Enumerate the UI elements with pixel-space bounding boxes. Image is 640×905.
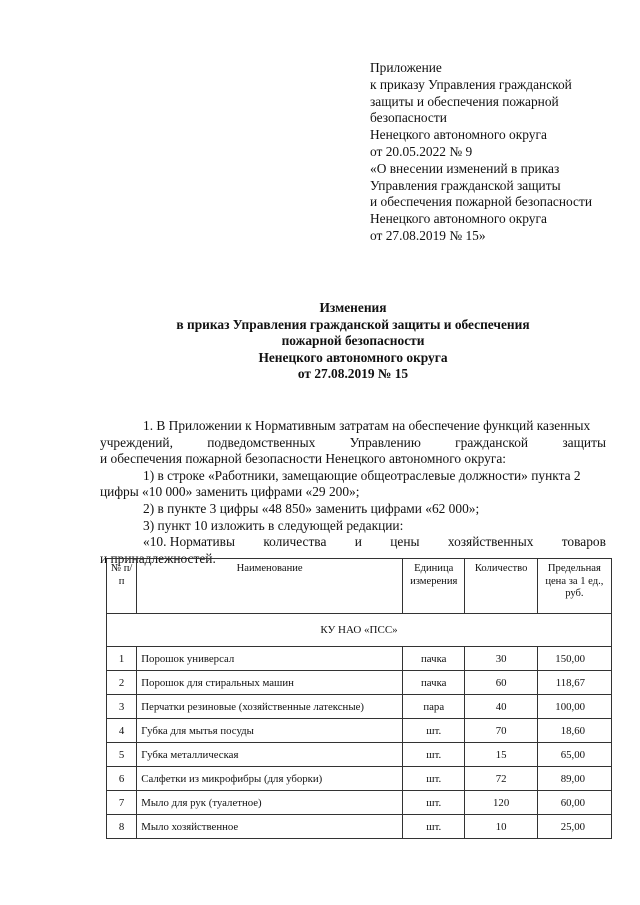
table-row	[107, 671, 612, 695]
row-unit: шт.	[403, 719, 465, 743]
appendix-line: Приложение	[370, 60, 442, 75]
paragraph-5-line-1	[100, 534, 606, 551]
row-qty: 10	[465, 815, 537, 839]
word: хозяйственных	[447, 534, 534, 550]
table-row	[107, 791, 612, 815]
row-name: Порошок для стиральных машин	[137, 671, 403, 695]
header-num: № п/п	[107, 559, 137, 614]
row-price: 118,67	[537, 671, 611, 695]
row-name: Салфетки из микрофибры (для уборки)	[137, 767, 403, 791]
paragraph-1-line-2	[100, 435, 606, 452]
table-section-row	[107, 614, 612, 647]
word: Управлению	[349, 434, 421, 450]
word: товаров	[561, 534, 606, 550]
table-row	[107, 695, 612, 719]
paragraph-3: 2) в пункте 3 цифры «48 850» заменить цифрами «62 000»;	[143, 500, 480, 516]
row-num: 4	[107, 719, 137, 743]
table-row	[107, 719, 612, 743]
row-name: Мыло для рук (туалетное)	[137, 791, 403, 815]
title-line: в приказ Управления гражданской защиты и обеспечения	[176, 316, 530, 332]
row-qty: 70	[465, 719, 537, 743]
appendix-line: к приказу Управления гражданской	[370, 76, 572, 92]
appendix-line: «О внесении изменений в приказ	[370, 160, 560, 176]
row-num: 5	[107, 743, 137, 767]
row-name: Губка для мытья посуды	[137, 719, 403, 743]
row-num: 1	[107, 647, 137, 671]
paragraph-2-line-2: цифры «10 000» заменить цифрами «29 200»;	[100, 484, 360, 500]
row-name: Перчатки резиновые (хозяйственные латексные)	[137, 695, 403, 719]
title-line: от 27.08.2019 № 15	[297, 366, 409, 382]
table-header-row	[107, 559, 612, 614]
header-qty: Количество	[465, 559, 537, 614]
row-unit: шт.	[403, 815, 465, 839]
row-price: 100,00	[537, 695, 611, 719]
row-price: 65,00	[537, 743, 611, 767]
appendix-line: Управления гражданской защиты	[370, 177, 561, 193]
row-price: 60,00	[537, 791, 611, 815]
row-name: Губка металлическая	[137, 743, 403, 767]
row-name: Порошок универсал	[137, 647, 403, 671]
title-line: пожарной безопасности	[281, 333, 425, 349]
table-row	[107, 647, 612, 671]
paragraph-1-line-1: 1. В Приложении к Нормативным затратам на обеспечение функций казенных	[143, 418, 591, 433]
paragraph-4: 3) пункт 10 изложить в следующей редакции:	[143, 517, 404, 533]
row-qty: 40	[465, 695, 537, 719]
row-unit: пара	[403, 695, 465, 719]
word: подведомственных	[207, 434, 316, 450]
appendix-line: от 27.08.2019 № 15»	[370, 227, 486, 243]
norms-table-wrapper	[106, 558, 612, 839]
table-row	[107, 743, 612, 767]
row-num: 6	[107, 767, 137, 791]
paragraph-1-line-3: и обеспечения пожарной безопасности Ненецкого автономного округа:	[100, 451, 506, 467]
appendix-line: защиты и обеспечения пожарной	[370, 93, 559, 109]
row-unit: шт.	[403, 791, 465, 815]
table-row	[107, 815, 612, 839]
section-title: КУ НАО «ПСС»	[107, 614, 612, 647]
row-qty: 60	[465, 671, 537, 695]
row-num: 8	[107, 815, 137, 839]
appendix-line: безопасности	[370, 110, 447, 126]
title-line: Изменения	[319, 300, 387, 315]
header-unit: Единица измерения	[403, 559, 465, 614]
word: защиты	[562, 434, 606, 450]
word: количества	[263, 534, 327, 550]
row-num: 2	[107, 671, 137, 695]
word: учреждений,	[100, 434, 173, 450]
document-title	[100, 300, 606, 383]
row-num: 3	[107, 695, 137, 719]
row-qty: 30	[465, 647, 537, 671]
row-unit: пачка	[403, 671, 465, 695]
row-num: 7	[107, 791, 137, 815]
row-qty: 72	[465, 767, 537, 791]
word: и	[354, 534, 362, 550]
appendix-line: Ненецкого автономного округа	[370, 127, 547, 143]
appendix-line: Ненецкого автономного округа	[370, 211, 547, 227]
row-price: 18,60	[537, 719, 611, 743]
word: гражданской	[455, 434, 529, 450]
paragraph-5-line-2: и принадлежностей.	[100, 550, 216, 566]
row-price: 150,00	[537, 647, 611, 671]
paragraph-2-line-1: 1) в строке «Работники, замещающие общеотраслевые должности» пункта 2	[143, 467, 581, 483]
word: цены	[390, 534, 420, 550]
row-qty: 15	[465, 743, 537, 767]
row-price: 89,00	[537, 767, 611, 791]
row-price: 25,00	[537, 815, 611, 839]
title-line: Ненецкого автономного округа	[258, 349, 448, 365]
word: «10. Нормативы	[143, 534, 235, 550]
row-unit: пачка	[403, 647, 465, 671]
row-qty: 120	[465, 791, 537, 815]
row-unit: шт.	[403, 743, 465, 767]
row-unit: шт.	[403, 767, 465, 791]
header-name: Наименование	[137, 559, 403, 614]
norms-table	[106, 558, 612, 839]
header-price: Предельная цена за 1 ед., руб.	[537, 559, 611, 614]
appendix-line: и обеспечения пожарной безопасности	[370, 194, 593, 210]
document-body	[100, 418, 606, 567]
appendix-block	[370, 60, 632, 245]
table-row	[107, 767, 612, 791]
appendix-line: от 20.05.2022 № 9	[370, 143, 473, 159]
row-name: Мыло хозяйственное	[137, 815, 403, 839]
